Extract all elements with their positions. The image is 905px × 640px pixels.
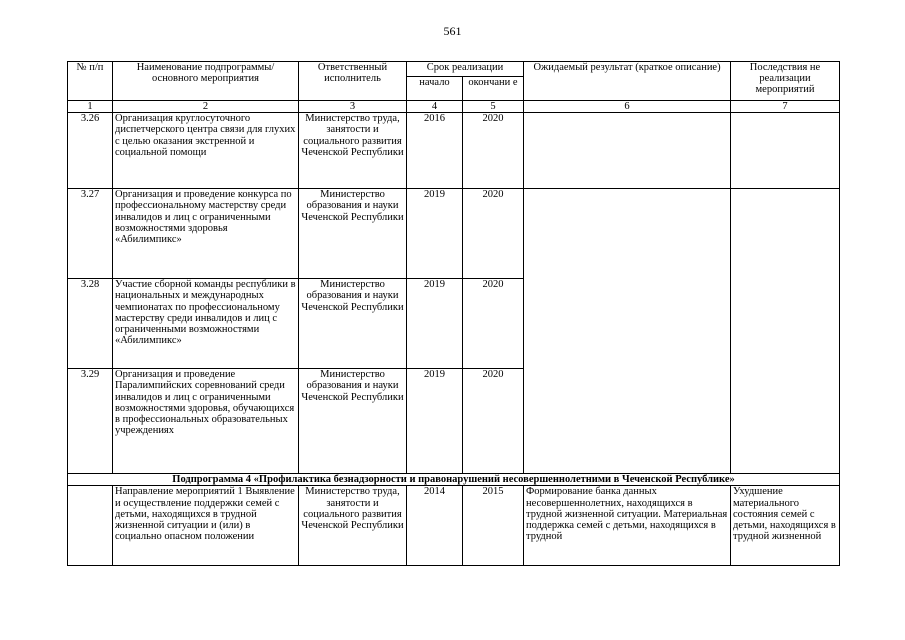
subprogram-title: Подпрограмма 4 «Профилактика безнадзорности и правонарушений несовершеннолетними в Чеченской Республике» — [68, 474, 840, 486]
row-num: 3.28 — [68, 279, 113, 369]
col-number: 4 — [407, 101, 463, 113]
row-executor: Министерство труда, занятости и социального развития Чеченской Республики — [299, 486, 407, 566]
row-consequences: Ухудшение материального состояния семей с детьми, находящихся в трудной жизненной — [731, 486, 840, 566]
page-number: 561 — [443, 24, 462, 38]
table-row — [68, 113, 840, 189]
col-number: 6 — [524, 101, 731, 113]
subprogram-row — [68, 474, 840, 486]
row-executor: Министерство образования и науки Чеченской Республики — [299, 369, 407, 474]
header-executor: Ответственный исполнитель — [299, 62, 407, 101]
row-executor: Министерство образования и науки Чеченской Республики — [299, 279, 407, 369]
header-result: Ожидаемый результат (краткое описание) — [524, 62, 731, 101]
merged-consequences-cell — [731, 189, 840, 474]
row-end: 2020 — [463, 279, 524, 369]
row-start: 2014 — [407, 486, 463, 566]
row-start: 2016 — [407, 113, 463, 189]
row-executor: Министерство труда, занятости и социального развития Чеченской Республики — [299, 113, 407, 189]
row-end: 2020 — [463, 113, 524, 189]
table-row — [68, 189, 840, 279]
row-start: 2019 — [407, 279, 463, 369]
header-consequences: Последствия не реализации мероприятий — [731, 62, 840, 101]
row-executor: Министерство образования и науки Чеченской Республики — [299, 189, 407, 279]
row-result: Формирование банка данных несовершеннолетних, находящихся в трудной жизненной ситуации. Материальная поддержка семей с детьми, находящихся в трудной — [524, 486, 731, 566]
row-start: 2019 — [407, 189, 463, 279]
row-name: Направление мероприятий 1 Выявление и осуществление поддержки семей с детьми, находящихся в трудной жизненной ситуации и (или) в социально опасном положении — [113, 486, 299, 566]
merged-result-cell — [524, 189, 731, 474]
col-number: 2 — [113, 101, 299, 113]
row-num: 3.27 — [68, 189, 113, 279]
row-end: 2020 — [463, 369, 524, 474]
col-number: 3 — [299, 101, 407, 113]
col-number: 1 — [68, 101, 113, 113]
header-row-top — [68, 62, 840, 77]
column-numbers-row — [68, 101, 840, 113]
row-name: Организация и проведение Паралимпийских соревнований среди инвалидов и лиц с ограниченными возможностями здоровья, обучающихся в профессиональных образовательных учреждениях — [113, 369, 299, 474]
row-num: 3.26 — [68, 113, 113, 189]
row-num — [68, 486, 113, 566]
header-name: Наименование подпрограммы/ основного мероприятия — [113, 62, 299, 101]
col-number: 7 — [731, 101, 840, 113]
row-end: 2015 — [463, 486, 524, 566]
row-result — [524, 113, 731, 189]
row-end: 2020 — [463, 189, 524, 279]
measures-table — [67, 61, 840, 566]
row-name: Организация и проведение конкурса по профессиональному мастерству среди инвалидов и лиц с ограниченными возможностями здоровья «Абилимпикс» — [113, 189, 299, 279]
header-period: Срок реализации — [407, 62, 524, 77]
header-end: окончани е — [463, 77, 524, 101]
header-num: № п/п — [68, 62, 113, 101]
table-row — [68, 486, 840, 566]
row-start: 2019 — [407, 369, 463, 474]
col-number: 5 — [463, 101, 524, 113]
row-name: Участие сборной команды республики в национальных и международных чемпионатах по профессиональному мастерству среди инвалидов и лиц с ограниченными возможностями «Абилимпикс» — [113, 279, 299, 369]
row-name: Организация круглосуточного диспетчерского центра связи для глухих с целью оказания экстренной и социальной помощи — [113, 113, 299, 189]
header-start: начало — [407, 77, 463, 101]
row-num: 3.29 — [68, 369, 113, 474]
row-consequences — [731, 113, 840, 189]
